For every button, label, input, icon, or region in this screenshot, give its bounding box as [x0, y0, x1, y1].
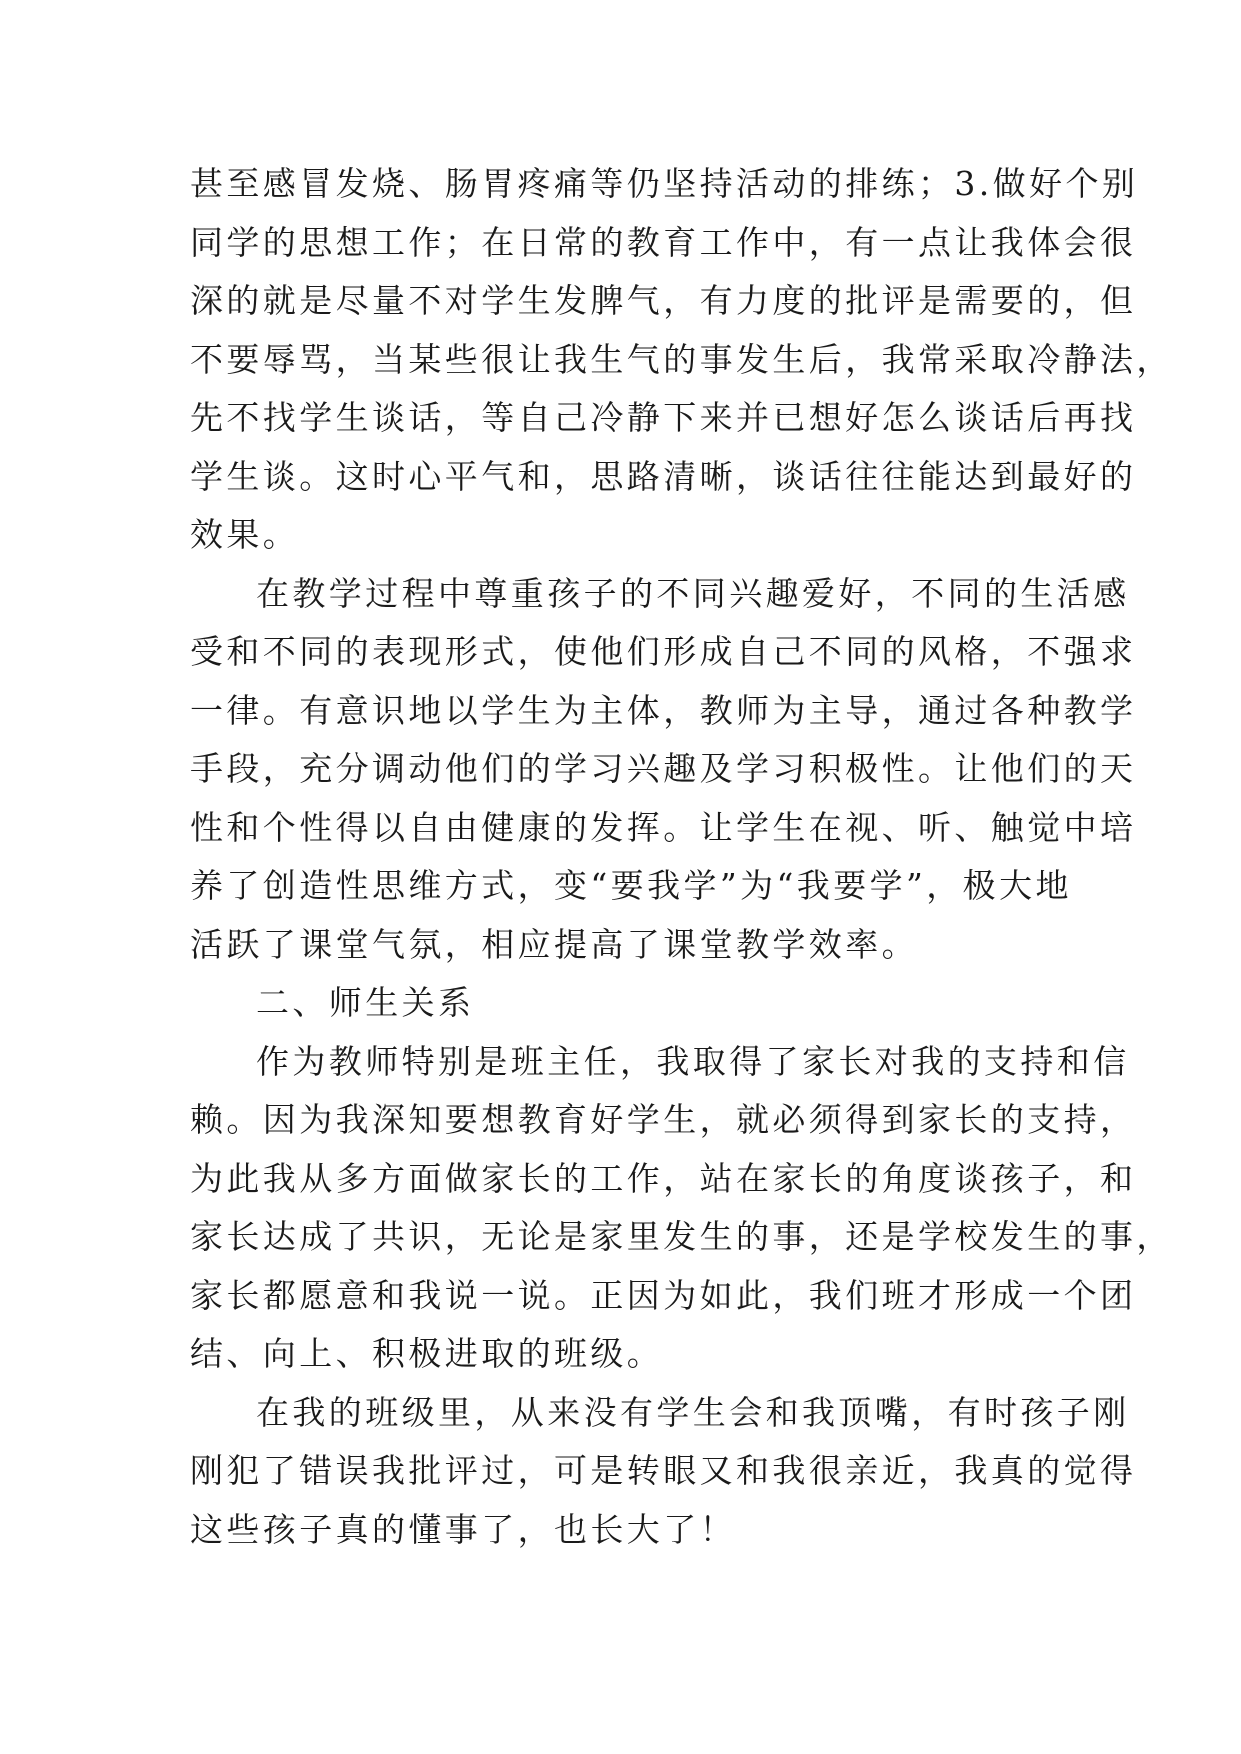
text-line: 学生谈。这时心平气和，思路清晰，谈话往往能达到最好的: [190, 456, 1137, 496]
text-line: 受和不同的表现形式，使他们形成自己不同的风格，不强求: [190, 632, 1137, 671]
text-line: 性和个性得以自由健康的发挥。让学生在视、听、触觉中培: [190, 807, 1137, 847]
text-line: 在我的班级里，从来没有学生会和我顶嘴，有时孩子刚: [256, 1392, 1130, 1432]
text-line: 养了创造性思维方式，变“要我学”为“我要学”，极大地: [190, 866, 1072, 905]
text-line: 不要辱骂，当某些很让我生气的事发生后，我常采取冷静法，: [190, 339, 1173, 379]
text-line: 刚犯了错误我批评过，可是转眼又和我很亲近，我真的觉得: [190, 1451, 1137, 1490]
text-line: 二、师生关系: [256, 983, 475, 1022]
text-line: 效果。: [190, 515, 300, 554]
text-line: 同学的思想工作；在日常的教育工作中，有一点让我体会很: [190, 222, 1137, 262]
text-line: 一律。有意识地以学生为主体，教师为主导，通过各种教学: [190, 690, 1137, 730]
text-line: 结、向上、积极进取的班级。: [190, 1334, 664, 1373]
text-line: 先不找学生谈话，等自己冷静下来并已想好怎么谈话后再找: [190, 398, 1137, 437]
text-line: 作为教师特别是班主任，我取得了家长对我的支持和信: [256, 1041, 1130, 1081]
text-line: 这些孩子真的懂事了，也长大了！: [190, 1509, 736, 1549]
text-line: 为此我从多方面做家长的工作，站在家长的角度谈孩子，和: [190, 1158, 1137, 1198]
text-line: 活跃了课堂气氛，相应提高了课堂教学效率。: [190, 924, 918, 964]
document-body: [190, 155, 1173, 1559]
text-line: 手段，充分调动他们的学习兴趣及学习积极性。让他们的天: [190, 749, 1137, 788]
text-line: 甚至感冒发烧、肠胃疼痛等仍坚持活动的排练；3.做好个别: [190, 164, 1139, 203]
text-line: 家长达成了共识，无论是家里发生的事，还是学校发生的事，: [190, 1217, 1173, 1256]
text-line: 赖。因为我深知要想教育好学生，就必须得到家长的支持，: [190, 1100, 1137, 1139]
text-line: 深的就是尽量不对学生发脾气，有力度的批评是需要的，但: [190, 281, 1137, 320]
text-line: 在教学过程中尊重孩子的不同兴趣爱好，不同的生活感: [256, 573, 1130, 613]
text-line: 家长都愿意和我说一说。正因为如此，我们班才形成一个团: [190, 1275, 1137, 1315]
